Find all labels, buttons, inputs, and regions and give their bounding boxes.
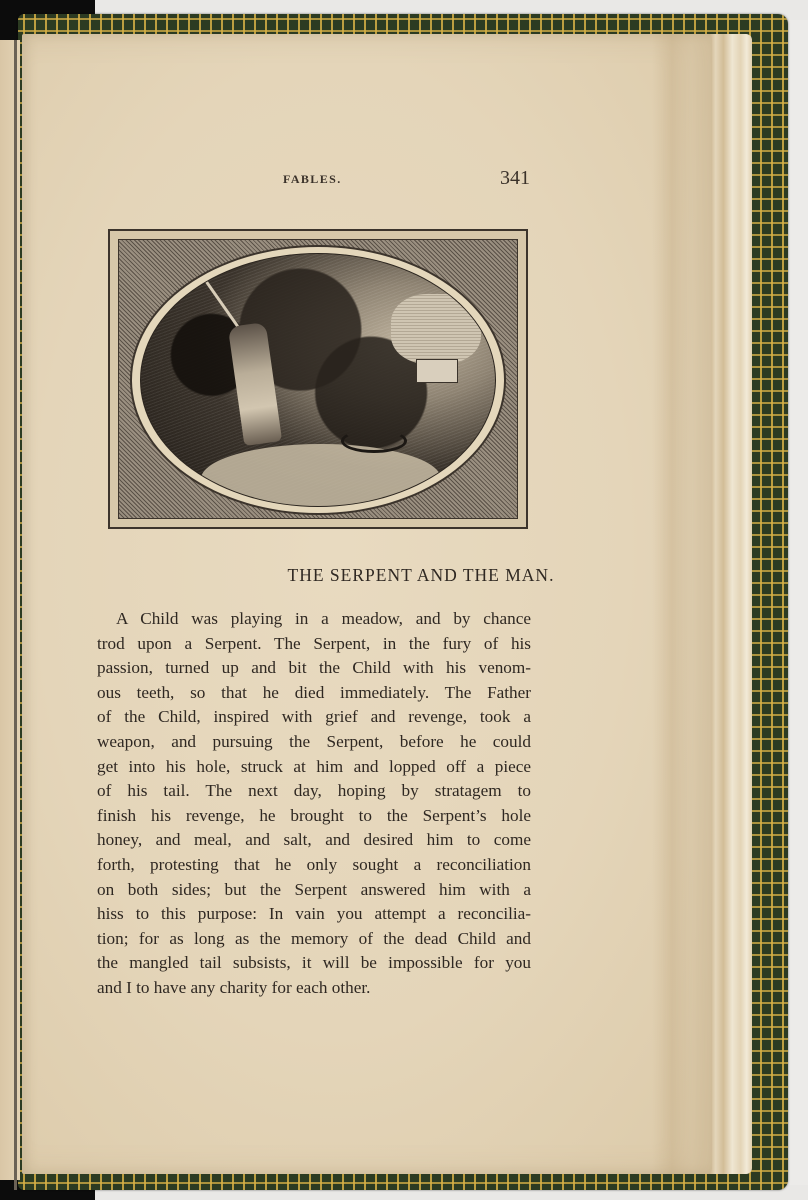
text-line: tion; for as long as the memory of the dead Child and (97, 928, 531, 948)
text-line: get into his hole, struck at him and lopped off a piece (97, 756, 531, 776)
text-line: weapon, and pursuing the Serpent, before he could (97, 731, 531, 751)
fable-body (97, 607, 531, 1001)
engraving-scene (140, 253, 496, 507)
text-line: finish his revenge, he brought to the Serpent’s hole (97, 805, 531, 825)
serpent (341, 429, 407, 453)
page-number: 341 (500, 167, 530, 189)
text-line: ous teeth, so that he died immediately. The Father (97, 682, 531, 702)
text-line: forth, protesting that he only sought a reconciliation (97, 854, 531, 874)
engraving-illustration (108, 229, 528, 529)
text-line: of his tail. The next day, hoping by stratagem to (97, 781, 531, 801)
text-line: the mangled tail subsists, it will be impossible for you (97, 953, 531, 973)
running-title: FABLES. (283, 172, 342, 186)
text-line: hiss to this purpose: In vain you attempt a reconcilia- (97, 904, 531, 924)
text-line: on both sides; but the Serpent answered him with a (97, 879, 531, 899)
text-line: honey, and meal, and salt, and desired him to come (97, 830, 531, 850)
verso-page-edge (0, 40, 20, 1180)
text-line: of the Child, inspired with grief and revenge, took a (97, 707, 531, 727)
page-stain (652, 34, 692, 1174)
ground (201, 444, 441, 507)
sky (391, 294, 481, 364)
text-line: passion, turned up and bit the Child with his venom- (97, 658, 531, 678)
text-line: and I to have any charity for each other. (97, 977, 371, 997)
recto-page (22, 34, 712, 1174)
village-house (416, 359, 458, 383)
text-line: A Child was playing in a meadow, and by chance (116, 609, 531, 628)
running-head (0, 168, 808, 192)
text-line: trod upon a Serpent. The Serpent, in the fury of his (97, 633, 531, 653)
fable-title: THE SERPENT AND THE MAN. (287, 565, 555, 585)
gutter (14, 40, 17, 1190)
